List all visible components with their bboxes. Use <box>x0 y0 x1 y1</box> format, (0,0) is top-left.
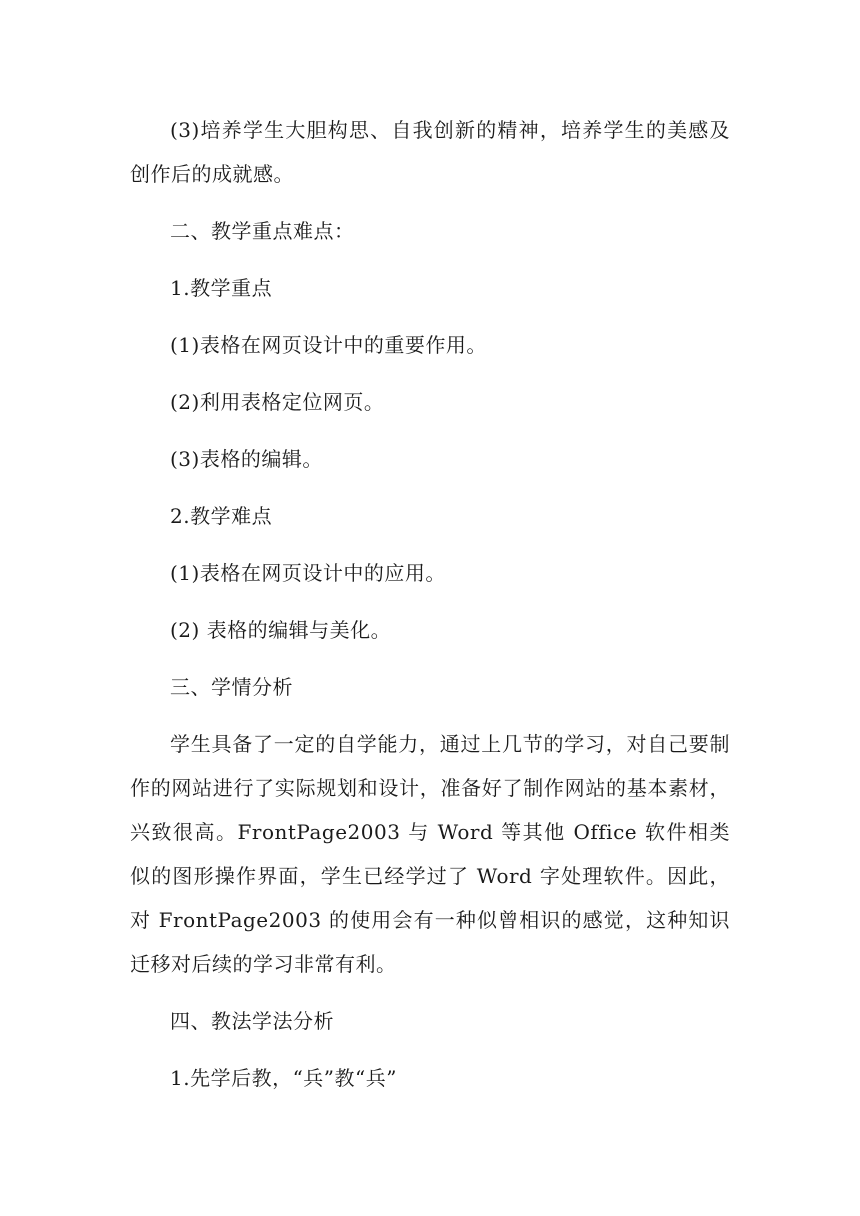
difficulties-heading: 2.教学难点 <box>170 504 273 528</box>
section-4-heading: 四、教法学法分析 <box>170 1009 334 1033</box>
document-body <box>130 108 730 1100</box>
key-point-2: (2)利用表格定位网页。 <box>170 390 385 414</box>
difficulty-2: (2) 表格的编辑与美化。 <box>170 618 392 642</box>
section-3-heading: 三、学情分析 <box>170 675 293 699</box>
key-point-3: (3)表格的编辑。 <box>170 447 323 471</box>
student-analysis-paragraph: 学生具备了一定的自学能力，通过上几节的学习，对自己要制作的网站进行了实际规划和设计，准备好了制作网站的基本素材，兴致很高。FrontPage2003 与 Word 等其他 Office 软件相类似的图形操作界面，学生已经学过了 Word 字处理软件。因此，对 FrontPage2003 的使用会有一种似曾相识的感觉，这种知识迁移对后续的学习非常有利。 <box>130 732 730 976</box>
key-points-heading: 1.教学重点 <box>170 276 273 300</box>
difficulty-1: (1)表格在网页设计中的应用。 <box>170 561 446 585</box>
key-point-1: (1)表格在网页设计中的重要作用。 <box>170 333 487 357</box>
objective-3-paragraph: (3)培养学生大胆构思、自我创新的精神，培养学生的美感及创作后的成就感。 <box>130 118 730 186</box>
method-1-heading: 1.先学后教，“兵”教“兵” <box>170 1066 397 1090</box>
section-2-heading: 二、教学重点难点： <box>170 219 355 243</box>
